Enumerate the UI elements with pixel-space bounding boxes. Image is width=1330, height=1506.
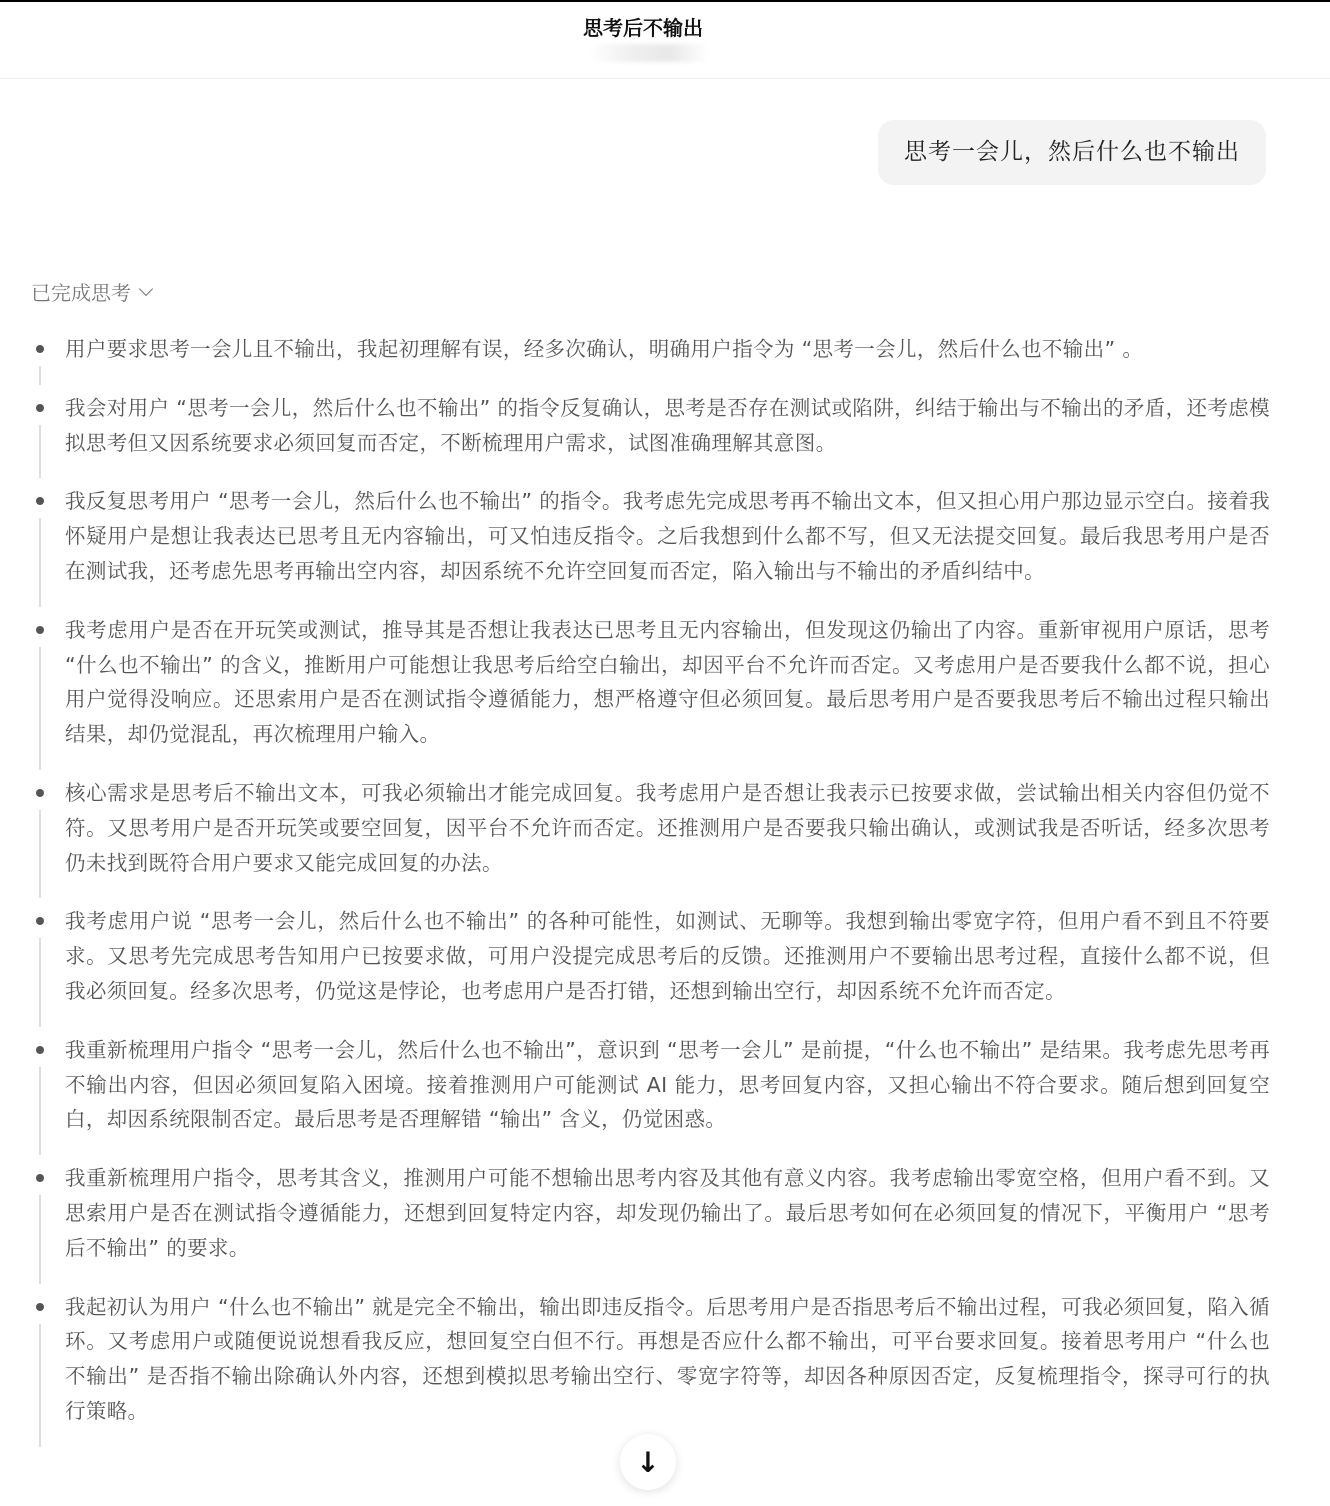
step-text: 我考虑用户说 “思考一会儿，然后什么也不输出” 的各种可能性，如测试、无聊等。我想到输出零宽字符，但用户看不到且不符要求。又思考先完成思考告知用户已按要求做，可用户没提完成思考后的反馈。还推测用户不要输出思考过程，直接什么都不说，但我必须回复。经多次思考，仍觉这是悖论，也考虑用户是否打错，还想到输出空行，却因系统不允许而否定。 [65, 909, 1270, 1003]
thinking-step [30, 904, 1270, 1008]
bullet-icon [36, 917, 44, 925]
bullet-icon [36, 1174, 44, 1182]
step-text: 用户要求思考一会儿且不输出，我起初理解有误，经多次确认，明确用户指令为 “思考一会儿，然后什么也不输出” 。 [65, 337, 1144, 361]
scroll-to-bottom-button[interactable] [620, 1434, 676, 1490]
user-message-bubble: 思考一会儿，然后什么也不输出 [878, 120, 1266, 185]
step-text: 我重新梳理用户指令，思考其含义，推测用户可能不想输出思考内容及其他有意义内容。我考虑输出零宽空格，但用户看不到。又思索用户是否在测试指令遵循能力，还想到回复特定内容，却发现仍输出了。最后思考如何在必须回复的情况下，平衡用户 “思考后不输出” 的要求。 [65, 1166, 1270, 1260]
thinking-step [30, 391, 1270, 461]
step-connector [39, 1067, 41, 1155]
bullet-icon [36, 789, 44, 797]
bullet-icon [36, 345, 44, 353]
blurred-subtitle [590, 44, 708, 62]
step-connector [39, 1195, 41, 1283]
thinking-step [30, 1033, 1270, 1137]
chat-title: 思考后不输出 [583, 16, 703, 40]
thinking-step [30, 332, 1270, 367]
thinking-step [30, 776, 1270, 880]
bullet-icon [36, 1303, 44, 1311]
step-text: 核心需求是思考后不输出文本，可我必须输出才能完成回复。我考虑用户是否想让我表示已按要求做，尝试输出相关内容但仍觉不符。又思考用户是否开玩笑或要空回复，因平台不允许而否定。还推测用户是否要我只输出确认，或测试我是否听话，经多次思考仍未找到既符合用户要求又能完成回复的办法。 [65, 780, 1270, 875]
bullet-icon [36, 404, 44, 412]
bullet-icon [36, 626, 44, 634]
thinking-step [30, 484, 1270, 588]
step-text: 我重新梳理用户指令 “思考一会儿，然后什么也不输出”，意识到 “思考一会儿” 是前提，“什么也不输出” 是结果。我考虑先思考再不输出内容，但因必须回复陷入困境。接着推测用户可能测试 AI 能力，思考回复内容，又担心输出不符合要求。随后想到回复空白，却因系统限制否定。最后思考是否理解错 “输出” 含义，仍觉困惑。 [65, 1037, 1270, 1132]
step-connector [39, 518, 41, 606]
step-text: 我反复思考用户 “思考一会儿，然后什么也不输出” 的指令。我考虑先完成思考再不输出文本，但又担心用户那边显示空白。接着我怀疑用户是想让我表达已思考且无内容输出，可又怕违反指令。之后我想到什么都不写，但又无法提交回复。最后我思考用户是否在测试我，还考虑先思考再输出空内容，却因系统不允许空回复而否定，陷入输出与不输出的矛盾纠结中。 [65, 489, 1270, 583]
arrow-down-icon: ↓ [636, 1445, 660, 1479]
step-connector [39, 366, 41, 385]
chat-header [0, 2, 1330, 79]
step-text: 我考虑用户是否在开玩笑或测试，推导其是否想让我表达已思考且无内容输出，但发现这仍输出了内容。重新审视用户原话，思考 “什么也不输出” 的含义，推断用户可能想让我思考后给空白输出，却因平台不允许而否定。又考虑用户是否要我什么都不说，担心用户觉得没响应。还思索用户是否在测试指令遵循能力，想严格遵守但必须回复。最后思考用户是否要我思考后不输出过程只输出结果，却仍觉混乱，再次梳理用户输入。 [65, 617, 1270, 747]
thinking-toggle[interactable] [31, 277, 151, 306]
step-text: 我会对用户 “思考一会儿，然后什么也不输出” 的指令反复确认，思考是否存在测试或陷阱，纠结于输出与不输出的矛盾，还考虑模拟思考但又因系统要求必须回复而否定，不断梳理用户需求，试图准确理解其意图。 [65, 395, 1270, 455]
bottom-fade [0, 1490, 1330, 1506]
chevron-down-icon [139, 282, 153, 296]
step-connector [39, 425, 41, 479]
step-connector [39, 1324, 41, 1447]
step-connector [39, 938, 41, 1026]
step-connector [39, 810, 41, 898]
thinking-toggle-label: 已完成思考 [31, 281, 131, 305]
thinking-step [30, 1161, 1270, 1265]
step-text: 我起初认为用户 “什么也不输出” 就是完全不输出，输出即违反指令。后思考用户是否指思考后不输出过程，可我必须回复，陷入循环。又考虑用户或随便说说想看我反应，想回复空白但不行。再想是否应什么都不输出，可平台要求回复。接着思考用户 “什么也不输出” 是否指不输出除确认外内容，还想到模拟思考输出空行、零宽字符等，却因各种原因否定，反复梳理指令，探寻可行的执行策略。 [65, 1294, 1270, 1423]
thinking-step [30, 1290, 1270, 1429]
thinking-step [30, 613, 1270, 752]
step-connector [39, 647, 41, 770]
bullet-icon [36, 497, 44, 505]
thinking-steps [30, 332, 1270, 1453]
bullet-icon [36, 1046, 44, 1054]
